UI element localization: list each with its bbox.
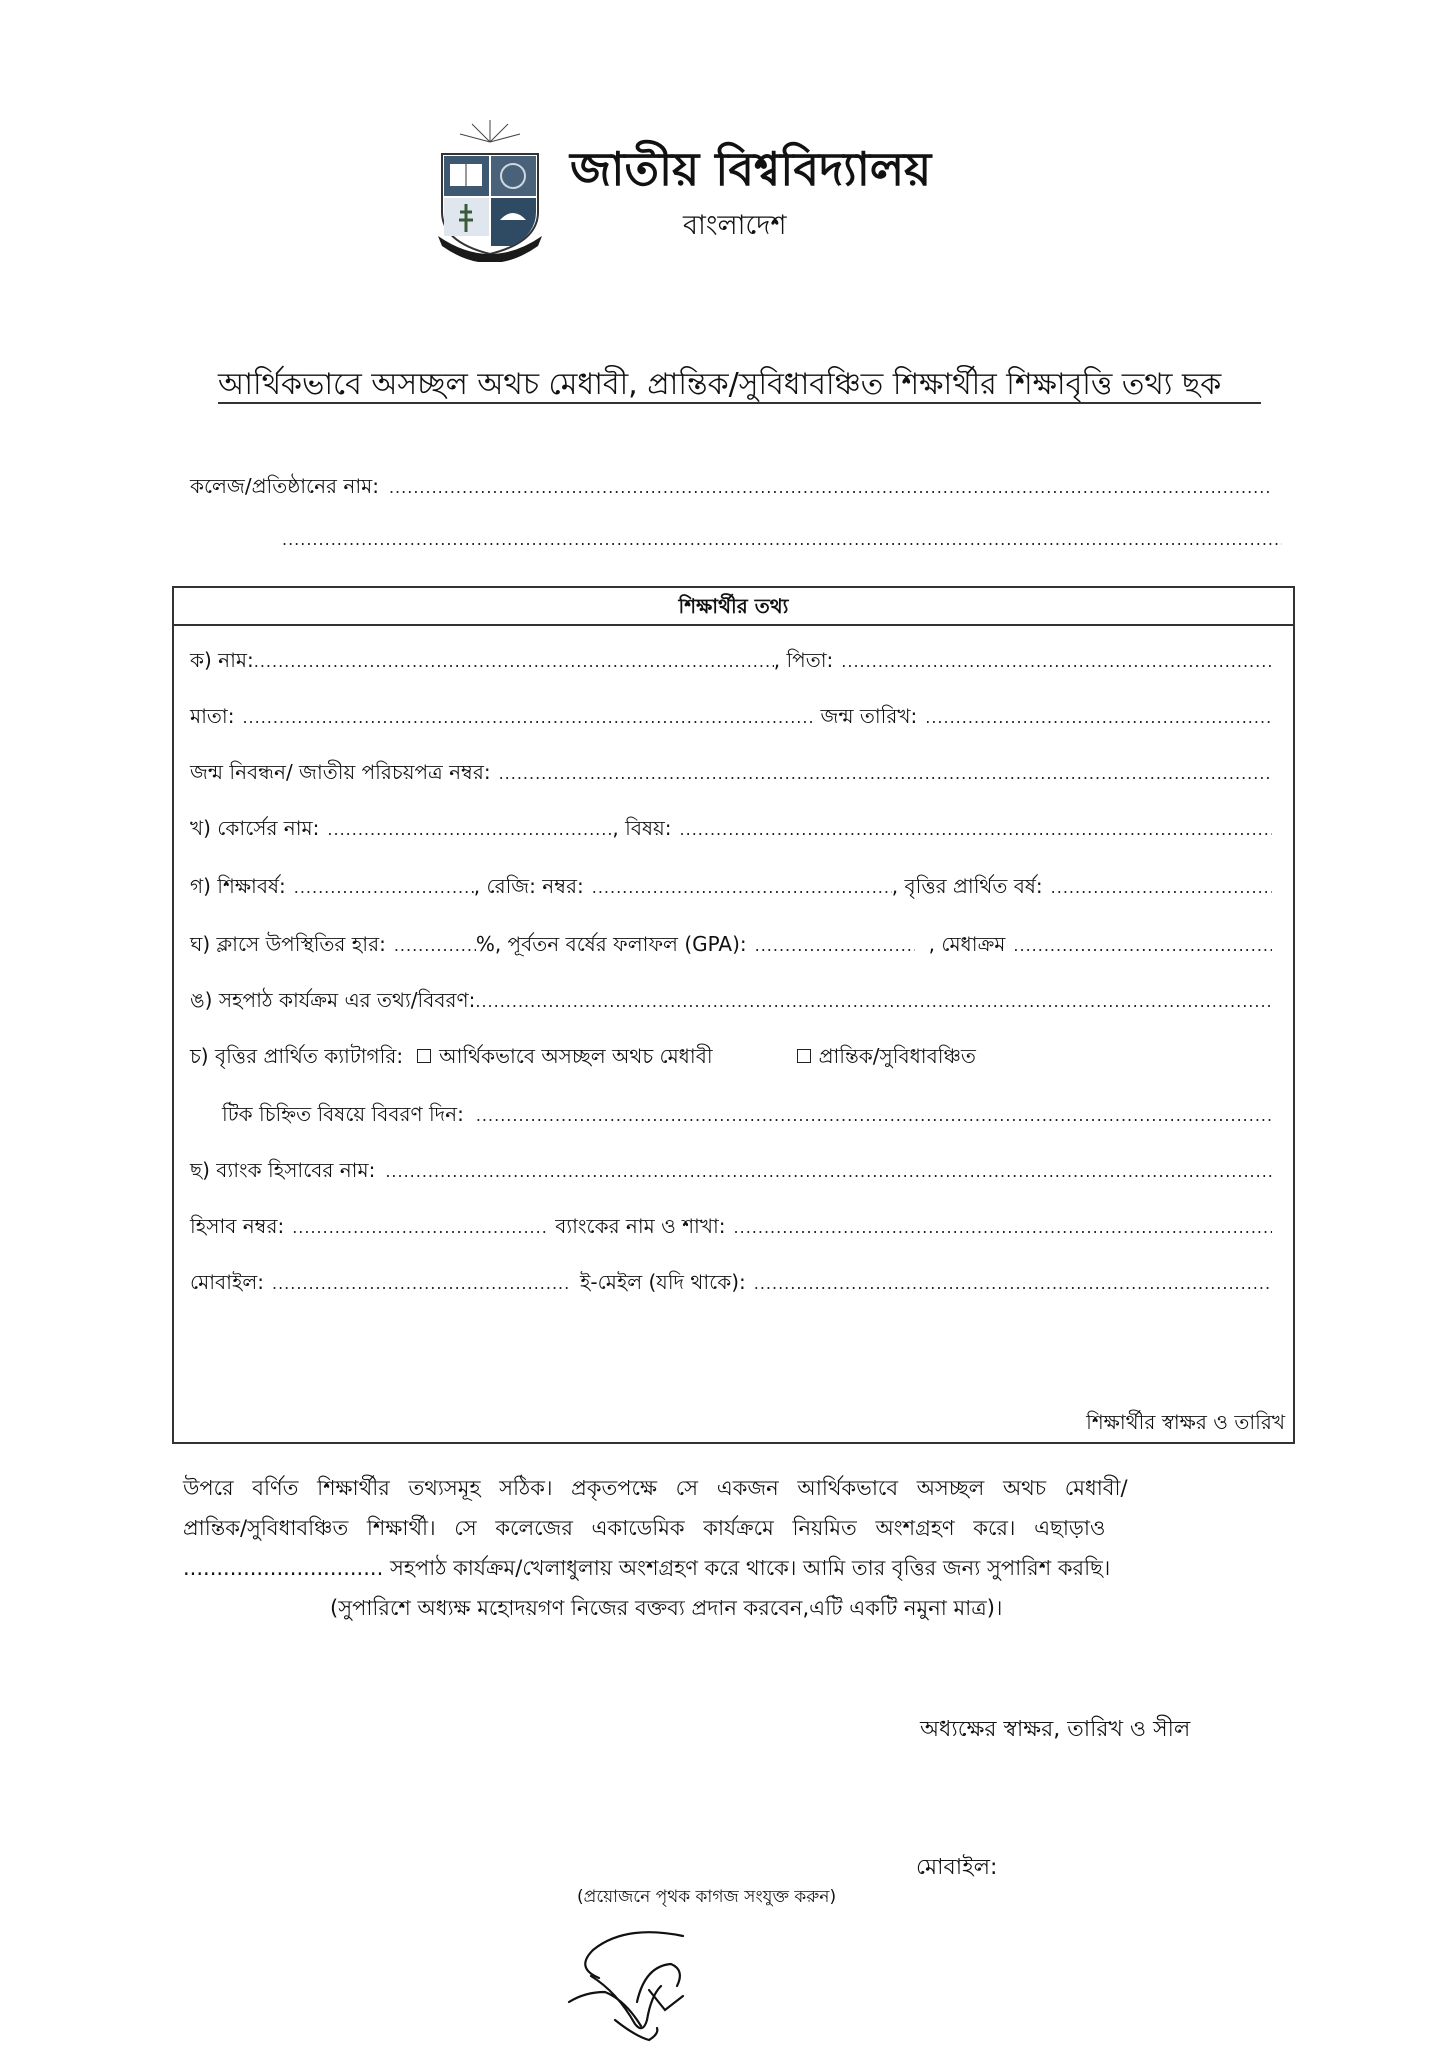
student-info-header — [172, 586, 1295, 626]
account-no-label: হিসাব নম্বর: — [190, 1214, 285, 1238]
merit-field[interactable] — [1013, 936, 1272, 955]
mobile-label: মোবাইল: — [190, 1270, 264, 1294]
scholarship-year-field[interactable] — [1051, 878, 1272, 897]
university-name: জাতীয় বিশ্ববিদ্যালয় — [570, 142, 932, 196]
recommendation-line-3 — [183, 1552, 1278, 1587]
father-field[interactable] — [841, 652, 1272, 671]
row-nid — [190, 758, 1272, 791]
row-category-details — [222, 1100, 1272, 1133]
father-label: , পিতা: — [773, 648, 834, 672]
attendance-suffix: % — [475, 932, 495, 956]
account-no-field[interactable] — [292, 1218, 547, 1237]
student-signature-label: শিক্ষার্থীর স্বাক্ষর ও তারিখ — [1086, 1410, 1285, 1434]
cocurricular-label: ঙ) সহপাঠ কার্যক্রম এর তথ্য/বিবরণ: — [190, 988, 476, 1012]
category-option-marginalized: প্রান্তিক/সুবিধাবঞ্চিত — [818, 1044, 976, 1068]
attendance-field[interactable] — [394, 936, 476, 955]
session-label: গ) শিক্ষাবর্ষ: — [190, 874, 286, 898]
mother-label: মাতা: — [190, 704, 235, 728]
nid-field[interactable] — [499, 764, 1272, 783]
name-field[interactable] — [254, 652, 774, 671]
row-session-reg-year — [190, 872, 1272, 905]
gpa-field[interactable] — [755, 936, 915, 955]
row-category — [190, 1042, 1272, 1075]
subject-label: , বিষয়: — [612, 816, 672, 840]
mobile-field[interactable] — [272, 1274, 572, 1293]
row-mother-dob — [190, 702, 1272, 735]
category-details-field[interactable] — [476, 1106, 1272, 1125]
course-field[interactable] — [327, 820, 612, 839]
row-bank-account-name — [190, 1156, 1272, 1189]
subject-field[interactable] — [680, 820, 1272, 839]
institution-row — [190, 472, 1270, 505]
mother-field[interactable] — [242, 708, 812, 727]
student-info-heading: শিক্ষার্থীর তথ্য — [678, 594, 789, 618]
bank-branch-label: ব্যাংকের নাম ও শাখা: — [555, 1214, 726, 1238]
reg-no-field[interactable] — [592, 878, 892, 897]
email-label: ই-মেইল (যদি থাকে): — [580, 1270, 746, 1294]
cocurricular-field[interactable] — [475, 992, 1272, 1011]
row-name-father — [190, 646, 1272, 679]
category-option-needy-meritorious: আর্থিকভাবে অসচ্ছল অথচ মেধাবী — [439, 1044, 713, 1068]
course-label: খ) কোর্সের নাম: — [190, 816, 320, 840]
country-name: বাংলাদেশ — [683, 210, 787, 241]
category-checkbox-marginalized[interactable] — [797, 1049, 811, 1063]
recommendation-note: (সুপারিশে অধ্যক্ষ মহোদয়গণ নিজের বক্তব্য প্রদান করবেন,এটি একটি নমুনা মাত্র)। — [330, 1596, 1003, 1620]
row-mobile-email — [190, 1268, 1272, 1301]
footer-note: (প্রয়োজনে পৃথক কাগজ সংযুক্ত করুন) — [577, 1887, 837, 1907]
email-field[interactable] — [754, 1274, 1272, 1293]
institution-name-field-line2[interactable] — [282, 530, 1282, 549]
row-attendance-gpa-merit — [190, 930, 1272, 963]
reg-no-label: , রেজি: নম্বর: — [473, 874, 584, 898]
dob-field[interactable] — [925, 708, 1272, 727]
row-account-bank — [190, 1212, 1272, 1245]
gpa-label: , পূর্বতন বর্ষের ফলাফল (GPA): — [494, 932, 747, 956]
bank-account-name-field[interactable] — [385, 1162, 1272, 1181]
session-field[interactable] — [294, 878, 474, 897]
name-label: ক) নাম: — [190, 648, 254, 672]
nid-label: জন্ম নিবন্ধন/ জাতীয় পরিচয়পত্র নম্বর: — [190, 760, 491, 784]
recommendation-line-2: প্রান্তিক/সুবিধাবঞ্চিত শিক্ষার্থী। সে কলেজের একাডেমিক কার্যক্রমে নিয়মিত অংশগ্রহণ করে। এছাড়াও — [183, 1516, 1106, 1540]
row-cocurricular — [190, 986, 1272, 1019]
attendance-label: ঘ) ক্লাসে উপস্থিতির হার: — [190, 932, 386, 956]
cocurricular-activity-blank[interactable]: .............................. — [183, 1556, 384, 1580]
institution-row-2 — [282, 530, 1282, 549]
principal-mobile-label: মোবাইল: — [916, 1855, 998, 1880]
category-checkbox-needy-meritorious[interactable] — [417, 1049, 431, 1063]
title-underline — [218, 402, 1261, 404]
handwritten-signature-icon — [565, 1930, 715, 2045]
bank-branch-field[interactable] — [734, 1218, 1272, 1237]
recommendation-line-3-text: সহপাঠ কার্যক্রম/খেলাধুলায় অংশগ্রহণ করে থাকে। আমি তার বৃত্তির জন্য সুপারিশ করছি। — [383, 1556, 1111, 1580]
dob-label: জন্ম তারিখ: — [820, 704, 918, 728]
recommendation-line-1: উপরে বর্ণিত শিক্ষার্থীর তথ্যসমূহ সঠিক। প্রকৃতপক্ষে সে একজন আর্থিকভাবে অসচ্ছল অথচ মেধাবী/ — [183, 1476, 1128, 1500]
category-details-label: টিক চিহ্নিত বিষয়ে বিবরণ দিন: — [222, 1102, 464, 1126]
merit-label: , মেধাক্রম — [928, 932, 1006, 956]
category-label: চ) বৃত্তির প্রার্থিত ক্যাটাগরি: — [190, 1044, 404, 1068]
principal-signature-label: অধ্যক্ষের স্বাক্ষর, তারিখ ও সীল — [920, 1717, 1191, 1742]
scholarship-year-label: , বৃত্তির প্রার্থিত বর্ষ: — [891, 874, 1043, 898]
form-title: আর্থিকভাবে অসচ্ছল অথচ মেধাবী, প্রান্তিক/সুবিধাবঞ্চিত শিক্ষার্থীর শিক্ষাবৃত্তি তথ্য ছক — [218, 367, 1222, 402]
institution-label: কলেজ/প্রতিষ্ঠানের নাম: — [190, 474, 379, 498]
university-crest-icon — [432, 112, 548, 262]
institution-name-field[interactable] — [389, 478, 1270, 497]
row-course-subject — [190, 814, 1272, 847]
bank-account-name-label: ছ) ব্যাংক হিসাবের নাম: — [190, 1158, 376, 1182]
